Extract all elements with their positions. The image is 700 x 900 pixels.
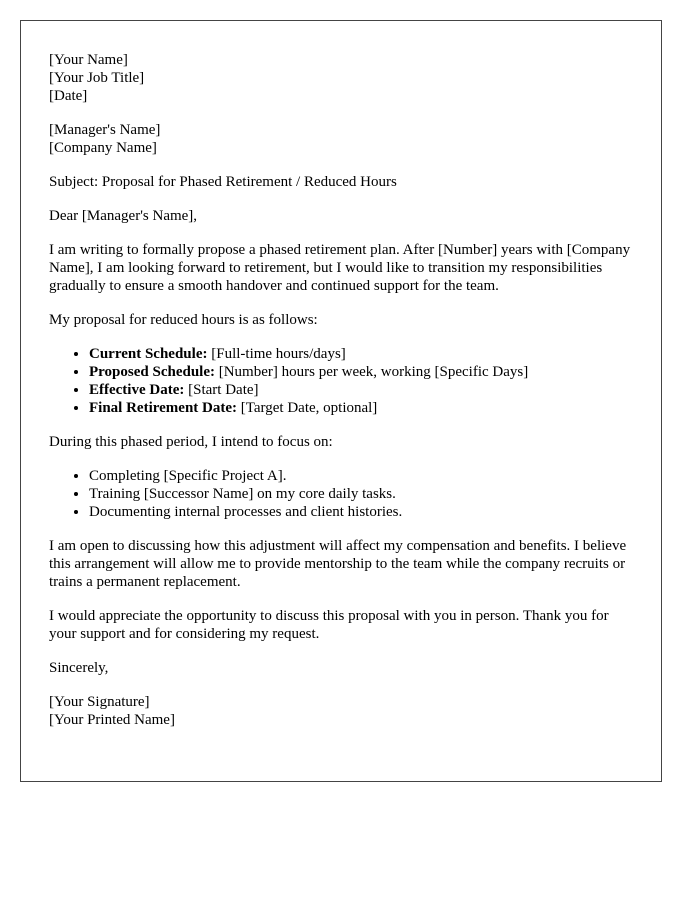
proposal-item-current-schedule xyxy=(89,345,633,363)
focus-intro: During this phased period, I intend to focus on: xyxy=(49,434,333,450)
recipient-company: [Company Name] xyxy=(49,140,157,156)
recipient-block xyxy=(49,121,633,157)
proposal-item-label: Proposed Schedule: xyxy=(89,364,215,380)
letter xyxy=(20,20,662,782)
printed-name: [Your Printed Name] xyxy=(49,712,175,728)
proposal-item-value: [Start Date] xyxy=(184,382,259,398)
proposal-item-value: [Target Date, optional] xyxy=(237,400,378,416)
focus-item: • Documenting internal processes and client histories. xyxy=(89,503,633,521)
focus-item: • Completing [Specific Project A]. xyxy=(89,467,633,485)
proposal-item-value: [Number] hours per week, working [Specific Days] xyxy=(214,364,529,380)
sender-job-title: [Your Job Title] xyxy=(49,70,145,86)
focus-list xyxy=(49,467,633,521)
sign-off: Sincerely, xyxy=(49,660,109,676)
proposal-item-value: [Full-time hours/days] xyxy=(207,346,346,362)
letter-date: [Date] xyxy=(49,88,88,104)
proposal-item-label: Current Schedule: xyxy=(89,346,208,362)
sender-name: [Your Name] xyxy=(49,52,128,68)
proposal-list xyxy=(49,345,633,417)
recipient-name: [Manager's Name] xyxy=(49,122,161,138)
closing-paragraph: I would appreciate the opportunity to discuss this proposal with you in person. Thank you for your support and for considering my request. xyxy=(49,608,609,642)
proposal-item-effective-date xyxy=(89,381,633,399)
signature: [Your Signature] xyxy=(49,694,150,710)
salutation: Dear [Manager's Name], xyxy=(49,208,198,224)
subject-line: Subject: Proposal for Phased Retirement / Reduced Hours xyxy=(49,174,397,190)
compensation-paragraph: I am open to discussing how this adjustment will affect my compensation and benefits. I believe this arrangement will allow me to provide mentorship to the team while the company recruits or trains a permanent replacement. xyxy=(49,538,627,590)
sender-block xyxy=(49,51,633,105)
proposal-item-final-retirement-date xyxy=(89,399,633,417)
focus-item: • Training [Successor Name] on my core daily tasks. xyxy=(89,485,633,503)
proposal-item-label: Effective Date: xyxy=(89,382,185,398)
signature-block xyxy=(49,693,633,729)
proposal-intro: My proposal for reduced hours is as follows: xyxy=(49,312,318,328)
intro-paragraph: I am writing to formally propose a phased retirement plan. After [Number] years with [Company Name], I am looking forward to retirement, but I would like to transition my responsibilities gradually to ensure a smooth handover and continued support for the team. xyxy=(49,242,631,294)
proposal-item-label: Final Retirement Date: xyxy=(89,400,238,416)
proposal-item-proposed-schedule xyxy=(89,363,633,381)
